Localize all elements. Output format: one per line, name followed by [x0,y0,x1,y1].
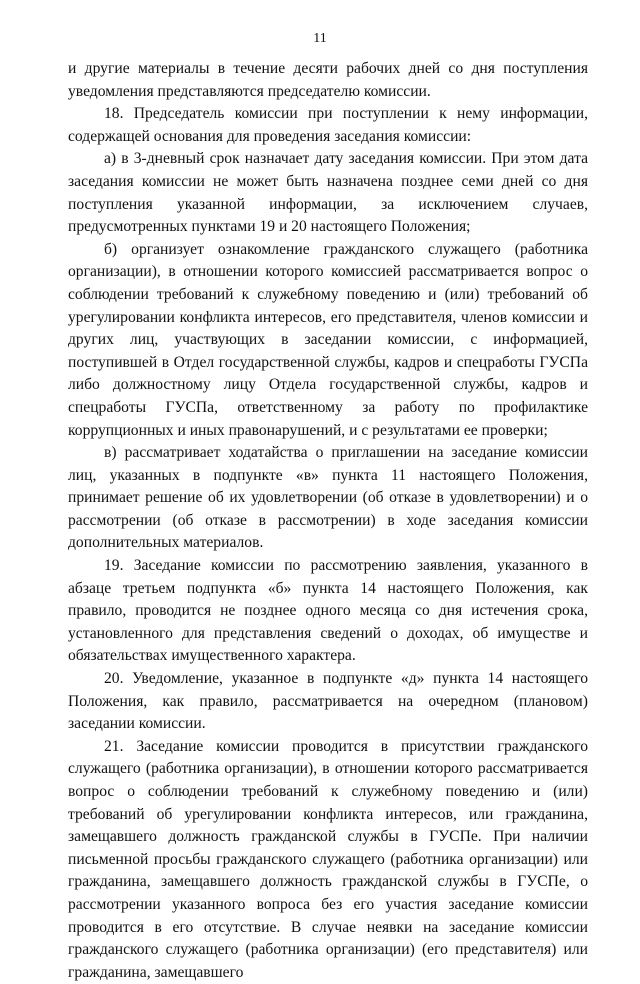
paragraph-18: 18. Председатель комиссии при поступлении к нему информации, содержащей основания для проведения заседания комиссии: [68,105,588,145]
paragraph-20: 20. Уведомление, указанное в подпункте «д» пункта 14 настоящего Положения, как правило, рассматривается на очередном (плановом) заседании комиссии. [68,670,588,733]
paragraph-18-a: а) в 3-дневный срок назначает дату заседания комиссии. При этом дата заседания комиссии не может быть назначена позднее семи дней со дня поступления указанной информации, за исключением случаев, предусмотренных пунктами 19 и 20 настоящего Положения; [68,150,588,236]
paragraph-21: 21. Заседание комиссии проводится в присутствии гражданского служащего (работника организации), в отношении которого рассматривается вопрос о соблюдении требований к служебному поведению и (или) требований об урегулировании конфликта интересов, или гражданина, замещавшего должность гражданской службы в ГУСПе. При наличии письменной просьбы гражданского служащего (работника организации) или гражданина, замещавшего должность гражданской службы в ГУСПе, о рассмотрении указанного вопроса без его участия заседание комиссии проводится в его отсутствие. В случае неявки на заседание комиссии гражданского служащего (работника организации) (его представителя) или гражданина, замещавшего [68,737,588,981]
document-body [68,58,588,984]
paragraph-19: 19. Заседание комиссии по рассмотрению заявления, указанного в абзаце третьем подпункта «б» пункта 14 настоящего Положения, как правило, проводится не позднее одного месяца со дня истечения срока, установленного для представления сведений о доходах, об имуществе и обязательствах имущественного характера. [68,557,588,665]
paragraph-continuation: и другие материалы в течение десяти рабочих дней со дня поступления уведомления представляются председателю комиссии. [68,60,588,100]
page-number: 11 [313,31,327,46]
paragraph-18-b: б) организует ознакомление гражданского служащего (работника организации), в отношении которого комиссией рассматривается вопрос о соблюдении требований к служебному поведению и (или) требований об урегулировании конфликта интересов, его представителя, членов комиссии и других лиц, участвующих в заседании комиссии, с информацией, поступившей в Отдел государственной службы, кадров и спецработы ГУСПа либо должностному лицу Отдела государственной службы, кадров и спецработы ГУСПа, ответственному за работу по профилактике коррупционных и иных правонарушений, и с результатами ее проверки; [68,240,588,439]
paragraph-18-v: в) рассматривает ходатайства о приглашении на заседание комиссии лиц, указанных в подпункте «в» пункта 11 настоящего Положения, принимает решение об их удовлетворении (об отказе в удовлетворении) и о рассмотрении (об отказе в рассмотрении) в ходе заседания комиссии дополнительных материалов. [68,444,588,552]
